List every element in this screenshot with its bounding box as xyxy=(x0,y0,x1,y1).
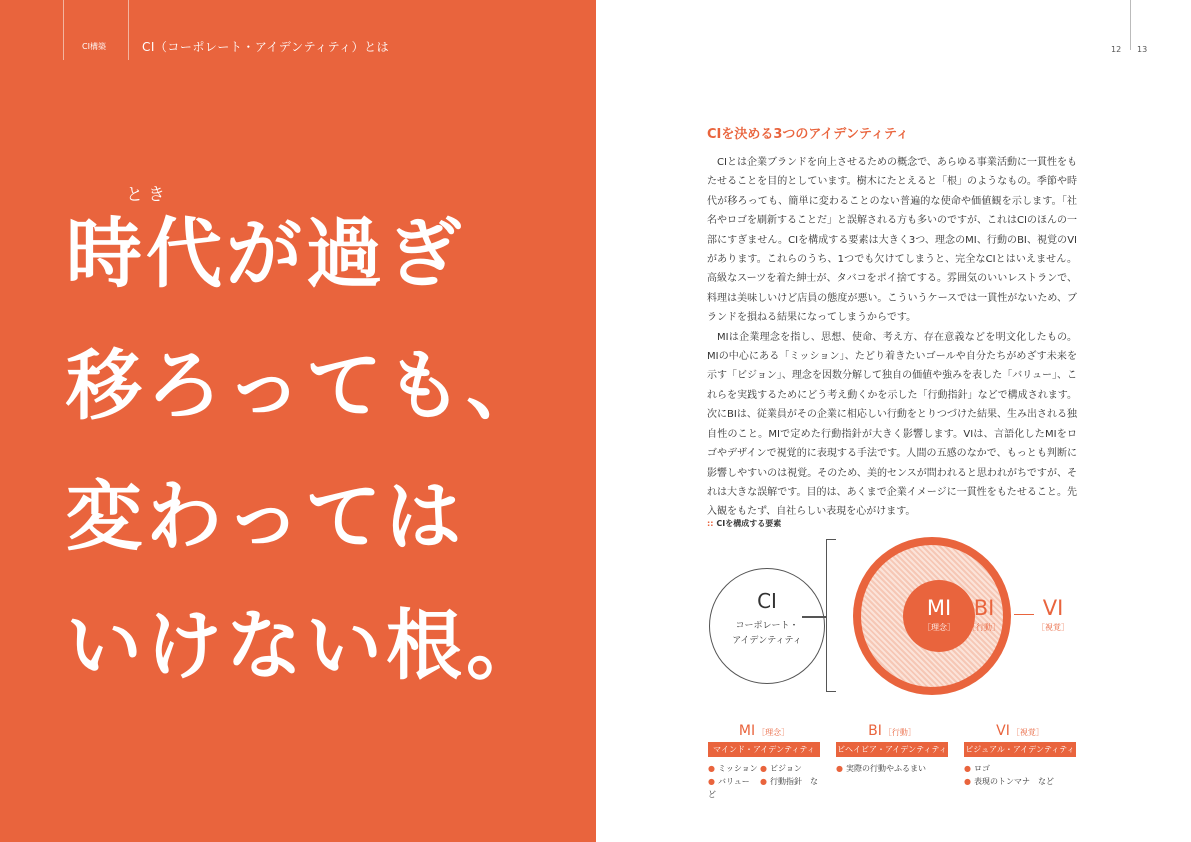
ci-subtitle-line: アイデンティティ xyxy=(732,636,802,646)
label-marker: :: xyxy=(707,519,714,528)
hero-line-3: 変わっては xyxy=(66,472,466,561)
bi-tag xyxy=(836,723,948,775)
tag-bar: ビヘイビア・アイデンティティ xyxy=(836,742,948,757)
page-header-title: CI（コーポレート・アイデンティティ）とは xyxy=(142,40,390,54)
ci-subtitle xyxy=(710,619,824,649)
ci-subtitle-line: コーポレート・ xyxy=(735,621,799,631)
list-item: ● バリュー ● 行動指針 など xyxy=(708,777,818,799)
paragraph: CIとは企業ブランドを向上させるための概念で、あらゆる事業活動に一貫性をもたせることを目的としています。樹木にたとえると「根」のようなもの。季節や時代が移ろっても、簡単に変わることのない普遍的な使命や価値観を示します。「社名やロゴを刷新することだ」と誤解される方も多いのですが、これはCIのほんの一部にすぎません。CIを構成する要素は大きく3つ、理念のMI、行動のBI、視覚のVIがあります。これらのうち、1つでも欠けてしまうと、完全なCIとはいえません。高級なスーツを着た紳士が、タバコをポイ捨てする。雰囲気のいいレストランで、料理は美味しいけど店員の態度が悪い。こういうケースでは一貫性がないため、ブランドを損ねる結果になってしまうからです。 xyxy=(707,157,1077,324)
mi-abbr: MI xyxy=(926,596,952,620)
bi-label xyxy=(963,596,1005,633)
mi-kanji: ［理念］ xyxy=(923,623,955,632)
paragraph: MIは企業理念を指し、思想、使命、考え方、存在意義などを明文化したもの。MIの中心にある「ミッション」、たどり着きたいゴールや自分たちがめざす未来を示す「ビジョン」、理念を因数分解して独自の価値や強みを表した「バリュー」、これらを実践するためにどう考え動くかを示した「行動指針」などで構成されます。次にBIは、従業員がその企業に相応しい行動をとりつづけた結果、生み出される独自性のこと。MIで定めた行動指針が大きく影響します。VIは、言語化したMIをロゴやデザインで視覚的に表現する手法です。人間の五感のなかで、もっとも判断に影響しやすいのは視覚。そのため、美的センスが問われると思われがちですが、それは大きな誤解です。目的は、あくまで企業イメージに一貫性をもたせること。先入観をもたず、自社らしい表現を心がけます。 xyxy=(707,331,1077,518)
vi-tag xyxy=(964,723,1076,788)
tag-heading: VI ［視覚］ xyxy=(996,723,1044,739)
vi-label xyxy=(1032,596,1074,633)
ci-circle xyxy=(709,568,825,684)
vi-abbr: VI xyxy=(1042,596,1064,620)
hero-line-4: いけない根。 xyxy=(66,601,546,690)
page-number-right: 13 xyxy=(1137,45,1148,54)
list-item: ● ロゴ xyxy=(964,764,990,773)
list-item: ● 実際の行動やふるまい xyxy=(836,764,926,773)
vi-connector xyxy=(1014,614,1034,615)
tag-items xyxy=(708,762,820,801)
vi-kanji: ［視覚］ xyxy=(1037,623,1069,632)
ci-title: CI xyxy=(757,589,777,613)
section-tag: CI構築 xyxy=(82,42,106,51)
bi-kanji: ［行動］ xyxy=(968,623,1000,632)
header-divider xyxy=(128,0,129,60)
body-text xyxy=(707,153,1077,522)
tag-bar: マインド・アイデンティティ xyxy=(708,742,820,757)
section-title: CIを決める3つのアイデンティティ xyxy=(707,127,909,142)
tag-items xyxy=(964,762,1076,788)
connector-line xyxy=(802,616,826,618)
page-number-divider xyxy=(1130,0,1131,50)
header-divider xyxy=(63,0,64,60)
tag-heading: MI ［理念］ xyxy=(738,723,790,739)
tag-heading: BI ［行動］ xyxy=(868,723,916,739)
figure-label-text: CIを構成する要素 xyxy=(716,519,782,528)
figure-label xyxy=(707,518,781,529)
bracket xyxy=(826,539,836,692)
tag-items xyxy=(836,762,948,775)
bi-abbr: BI xyxy=(973,596,995,620)
hero-line-1: 時代が過ぎ xyxy=(66,209,466,298)
list-item: ● 表現のトンマナ など xyxy=(964,777,1054,786)
ruby-text: とき xyxy=(126,185,170,205)
hero-line-2: 移ろっても、 xyxy=(66,341,546,430)
list-item: ● ミッション ● ビジョン xyxy=(708,764,802,773)
mi-tag xyxy=(708,723,820,801)
page-number-left: 12 xyxy=(1111,45,1122,54)
tag-bar: ビジュアル・アイデンティティ xyxy=(964,742,1076,757)
